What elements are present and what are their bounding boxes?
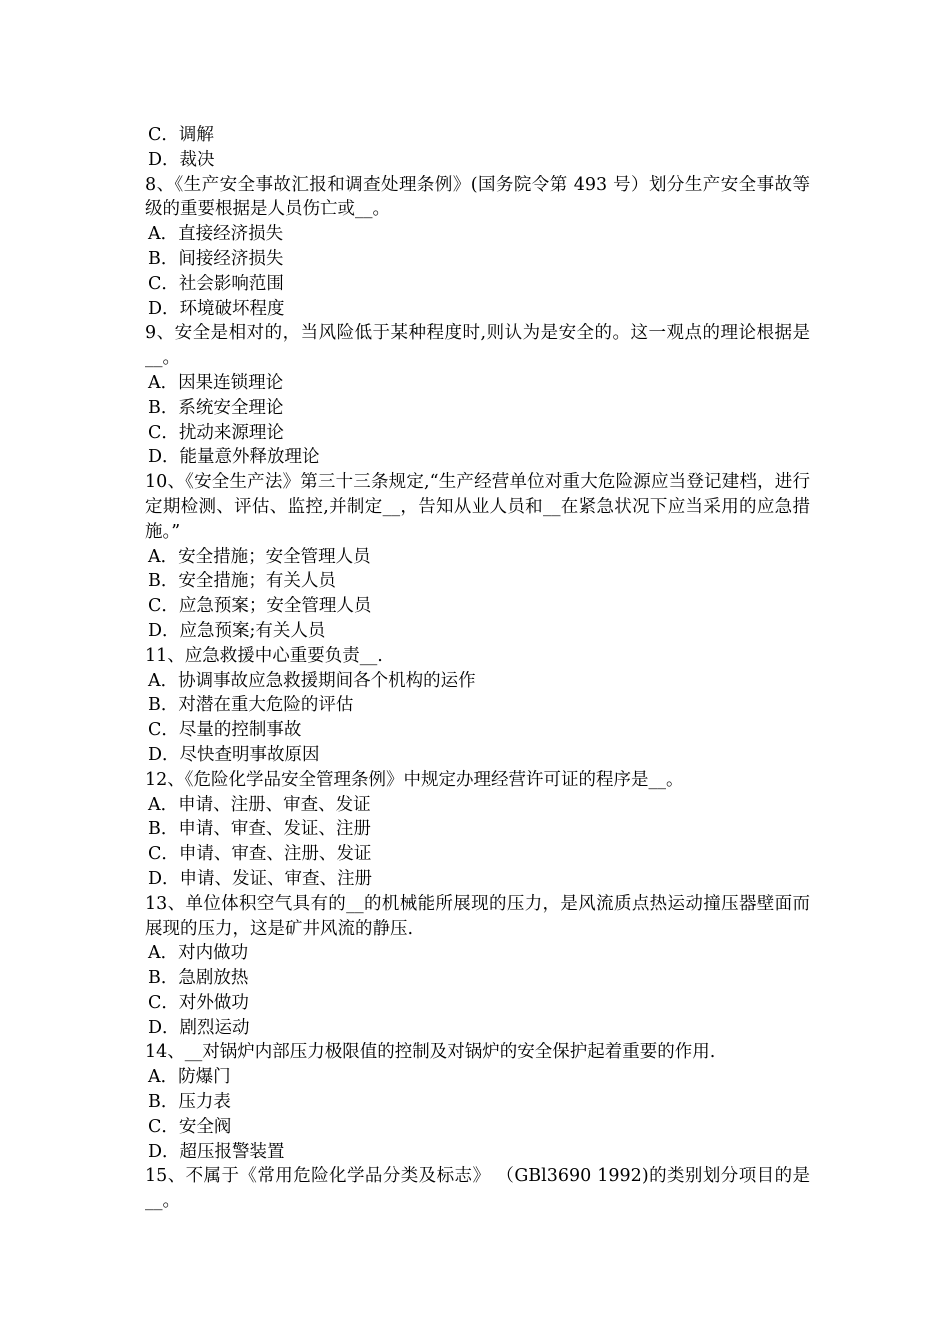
question-15: 15、不属于《常用危险化学品分类及标志》 （GBl3690 1992)的类别划分项目的是__。 bbox=[145, 1166, 810, 1212]
document-page bbox=[145, 123, 810, 1214]
option-c-9: C．扰动来源理论 bbox=[148, 422, 284, 443]
option-a-13: A．对内做功 bbox=[148, 943, 249, 964]
option-c-7: C．调解 bbox=[148, 125, 214, 145]
option-d-8: D．环境破坏程度 bbox=[148, 298, 285, 319]
option-d-7: D．裁决 bbox=[148, 149, 215, 170]
option-b-12: B．申请、审查、发证、注册 bbox=[148, 819, 371, 840]
option-a-9: A．因果连锁理论 bbox=[148, 372, 284, 393]
option-c-14: C．安全阀 bbox=[148, 1116, 232, 1137]
question-13: 13、单位体积空气具有的__的机械能所展现的压力，是风流质点热运动撞压器壁面而展现的压力，这是矿井风流的静压. bbox=[145, 893, 810, 939]
option-d-11: D．尽快查明事故原因 bbox=[148, 744, 320, 765]
option-c-13: C．对外做功 bbox=[148, 992, 249, 1013]
option-a-12: A．申请、注册、审查、发证 bbox=[148, 794, 371, 815]
question-8: 8、《生产安全事故汇报和调查处理条例》(国务院令第 493 号）划分生产安全事故等级的重要根据是人员伤亡或__。 bbox=[145, 174, 810, 220]
option-c-12: C．申请、审查、注册、发证 bbox=[148, 844, 372, 865]
option-d-13: D．剧烈运动 bbox=[148, 1017, 250, 1038]
option-b-13: B．急剧放热 bbox=[148, 968, 249, 989]
option-c-8: C．社会影响范围 bbox=[148, 273, 284, 294]
option-b-9: B．系统安全理论 bbox=[148, 397, 284, 418]
question-10: 10、《安全生产法》第三十三条规定,“生产经营单位对重大危险源应当登记建档，进行定期检测、评估、监控,并制定__，告知从业人员和__在紧急状况下应当采用的应急措施。” bbox=[145, 472, 810, 542]
question-11: 11、应急救援中心重要负责__. bbox=[145, 645, 383, 666]
option-a-11: A．协调事故应急救援期间各个机构的运作 bbox=[148, 670, 476, 691]
option-a-10: A．安全措施；安全管理人员 bbox=[148, 546, 371, 567]
option-d-14: D．超压报警装置 bbox=[148, 1141, 285, 1162]
option-a-8: A．直接经济损失 bbox=[148, 224, 284, 245]
question-12: 12、《危险化学品安全管理条例》中规定办理经营许可证的程序是__。 bbox=[145, 769, 684, 790]
option-b-14: B．压力表 bbox=[148, 1092, 231, 1113]
option-b-11: B．对潜在重大危险的评估 bbox=[148, 695, 354, 716]
option-c-10: C．应急预案；安全管理人员 bbox=[148, 596, 372, 617]
option-a-14: A．防爆门 bbox=[148, 1067, 231, 1088]
option-b-8: B．间接经济损失 bbox=[148, 248, 284, 269]
option-d-12: D．申请、发证、审查、注册 bbox=[148, 868, 373, 889]
question-14: 14、__对锅炉内部压力极限值的控制及对锅炉的安全保护起着重要的作用. bbox=[145, 1042, 716, 1063]
option-d-9: D．能量意外释放理论 bbox=[148, 447, 320, 468]
option-b-10: B．安全措施；有关人员 bbox=[148, 571, 336, 592]
option-c-11: C．尽量的控制事故 bbox=[148, 720, 302, 741]
question-9: 9、安全是相对的，当风险低于某种程度时,则认为是安全的。这一观点的理论根据是__。 bbox=[145, 323, 810, 369]
option-d-10: D．应急预案;有关人员 bbox=[148, 620, 326, 641]
